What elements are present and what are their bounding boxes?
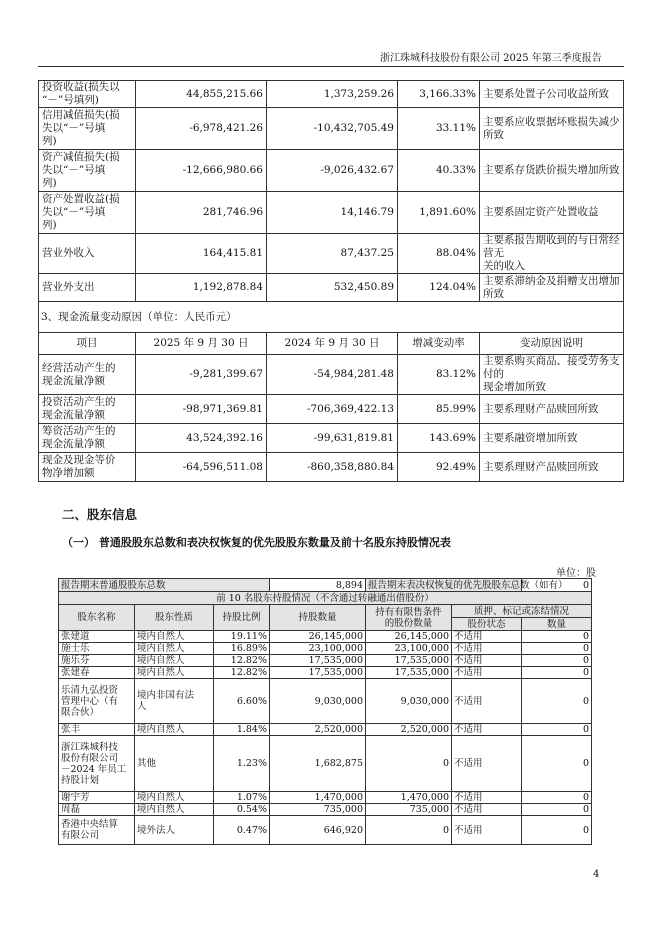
reason-cell: 主要系滞纳金及捐赠支出增加所致 — [480, 274, 624, 302]
restricted-quantity: 735,000 — [366, 804, 452, 816]
cashflow-header-row — [39, 333, 624, 355]
holding-quantity: 646,920 — [270, 816, 366, 845]
pledge-count: 0 — [522, 792, 592, 804]
header-pledge: 质押、标记或冻结情况 — [452, 605, 592, 618]
restricted-quantity: 9,030,000 — [366, 679, 452, 724]
current-value-cell: -6,978,421.26 — [136, 108, 267, 150]
pledge-count: 0 — [522, 804, 592, 816]
holding-quantity: 1,470,000 — [270, 792, 366, 804]
restricted-quantity: 23,100,000 — [366, 643, 452, 655]
share-status: 不适用 — [452, 667, 522, 679]
holding-ratio: 1.07% — [214, 792, 270, 804]
shareholder-nature: 境内自然人 — [135, 655, 214, 667]
holding-quantity: 26,145,000 — [270, 631, 366, 643]
page-number: 4 — [593, 869, 600, 880]
top10-title-row — [59, 592, 592, 605]
previous-value-cell: 14,146.79 — [267, 192, 398, 234]
item-cell: 资产减值损失(损 失以“－”号填 列) — [39, 150, 136, 192]
shareholder-name: 周磊 — [59, 804, 135, 816]
reason-cell: 主要系理财产品赎回所致 — [480, 395, 624, 424]
restricted-quantity: 26,145,000 — [366, 631, 452, 643]
change-rate-cell: 92.49% — [398, 453, 480, 482]
header-name: 股东名称 — [59, 605, 135, 631]
shareholder-name: 张建春 — [59, 667, 135, 679]
shareholder-nature: 境外法人 — [135, 816, 214, 845]
item-cell: 经营活动产生的 现金流量净额 — [39, 355, 136, 395]
change-reasons-table — [38, 80, 624, 482]
reason-cell: 主要系购买商品、接受劳务支付的 现金增加所致 — [480, 355, 624, 395]
holding-quantity: 17,535,000 — [270, 667, 366, 679]
holding-ratio: 16.89% — [214, 643, 270, 655]
change-rate-cell: 85.99% — [398, 395, 480, 424]
change-rate-cell: 1,891.60% — [398, 192, 480, 234]
table-row — [59, 655, 592, 667]
holding-quantity: 2,520,000 — [270, 724, 366, 736]
item-cell: 投资收益(损失以 “－”号填列) — [39, 81, 136, 108]
current-value-cell: -98,971,369.81 — [136, 395, 267, 424]
reason-cell: 主要系应收票据坏账损失减少所致 — [480, 108, 624, 150]
previous-value-cell: 1,373,259.26 — [267, 81, 398, 108]
holding-quantity: 17,535,000 — [270, 655, 366, 667]
restricted-quantity: 0 — [366, 816, 452, 845]
current-value-cell: -64,596,511.08 — [136, 453, 267, 482]
shareholder-name: 张丰 — [59, 724, 135, 736]
reason-cell: 主要系处置子公司收益所致 — [480, 81, 624, 108]
header-change-rate: 增减变动率 — [398, 333, 480, 355]
previous-value-cell: -9,026,432.67 — [267, 150, 398, 192]
restricted-quantity: 0 — [366, 736, 452, 792]
holding-ratio: 0.47% — [214, 816, 270, 845]
previous-value-cell: -860,358,880.84 — [267, 453, 398, 482]
reason-cell: 主要系融资增加所致 — [480, 424, 624, 453]
table-row — [59, 679, 592, 724]
share-status: 不适用 — [452, 724, 522, 736]
header-share-status: 股份状态 — [452, 618, 522, 631]
section-subheading: （一） 普通股股东总数和表决权恢复的优先股股东数量及前十名股东持股情况表 — [62, 536, 451, 549]
pledge-count: 0 — [522, 736, 592, 792]
holding-ratio: 12.82% — [214, 667, 270, 679]
table-row — [39, 150, 624, 192]
previous-value-cell: 87,437.25 — [267, 234, 398, 274]
pledge-count: 0 — [522, 631, 592, 643]
header-ratio: 持股比例 — [214, 605, 270, 631]
shareholder-nature: 境内自然人 — [135, 643, 214, 655]
header-row — [59, 605, 592, 618]
table-row — [59, 816, 592, 845]
shareholder-nature: 境内自然人 — [135, 792, 214, 804]
share-status: 不适用 — [452, 804, 522, 816]
shareholder-name: 施士乐 — [59, 643, 135, 655]
share-status: 不适用 — [452, 792, 522, 804]
item-cell: 资产处置收益(损 失以“－”号填 列) — [39, 192, 136, 234]
total-shareholders-value: 8,894 — [270, 579, 366, 592]
previous-value-cell: -99,631,819.81 — [267, 424, 398, 453]
change-rate-cell: 40.33% — [398, 150, 480, 192]
item-cell: 筹资活动产生的 现金流量净额 — [39, 424, 136, 453]
header-current-period: 2025 年 9 月 30 日 — [136, 333, 267, 355]
restricted-quantity: 1,470,000 — [366, 792, 452, 804]
pledge-count: 0 — [522, 816, 592, 845]
header-previous-period: 2024 年 9 月 30 日 — [267, 333, 398, 355]
section-heading: 二、股东信息 — [62, 507, 138, 522]
table-row — [39, 424, 624, 453]
change-rate-cell: 33.11% — [398, 108, 480, 150]
current-value-cell: 1,192,878.84 — [136, 274, 267, 302]
holding-quantity: 9,030,000 — [270, 679, 366, 724]
restricted-quantity: 2,520,000 — [366, 724, 452, 736]
holding-ratio: 0.54% — [214, 804, 270, 816]
shareholder-nature: 其他 — [135, 736, 214, 792]
current-value-cell: 281,746.96 — [136, 192, 267, 234]
shareholders-table — [58, 578, 592, 845]
item-cell: 营业外收入 — [39, 234, 136, 274]
total-shareholders-label: 报告期末普通股股东总数 — [59, 579, 270, 592]
preferred-shareholders-label: 报告期末表决权恢复的优先股股东总数（如有） — [366, 579, 522, 592]
holding-ratio: 19.11% — [214, 631, 270, 643]
table-row — [59, 736, 592, 792]
pledge-count: 0 — [522, 724, 592, 736]
table-row — [59, 667, 592, 679]
preferred-shareholders-value: 0 — [522, 579, 592, 592]
cashflow-section-title-row — [39, 302, 624, 333]
share-status: 不适用 — [452, 643, 522, 655]
cashflow-section-title: 3、现金流量变动原因（单位：人民币元） — [39, 302, 624, 333]
shareholder-name: 乐清九弘投资 管理中心（有 限合伙） — [59, 679, 135, 724]
holding-quantity: 1,682,875 — [270, 736, 366, 792]
header-quantity: 持股数量 — [270, 605, 366, 631]
item-cell: 营业外支出 — [39, 274, 136, 302]
header-count: 数量 — [522, 618, 592, 631]
restricted-quantity: 17,535,000 — [366, 667, 452, 679]
reason-cell: 主要系存货跌价损失增加所致 — [480, 150, 624, 192]
reason-cell: 主要系固定资产处置收益 — [480, 192, 624, 234]
shareholder-nature: 境内非国有法 人 — [135, 679, 214, 724]
table-row — [39, 395, 624, 424]
report-header-title: 浙江珠城科技股份有限公司 2025 年第三季度报告 — [380, 53, 602, 64]
shareholder-name: 张建道 — [59, 631, 135, 643]
holding-ratio: 6.60% — [214, 679, 270, 724]
table-row — [39, 234, 624, 274]
table-row — [59, 804, 592, 816]
shareholder-name: 施乐芬 — [59, 655, 135, 667]
holding-ratio: 1.23% — [214, 736, 270, 792]
table-row — [39, 192, 624, 234]
current-value-cell: 44,855,215.66 — [136, 81, 267, 108]
table-row — [39, 355, 624, 395]
change-rate-cell: 3,166.33% — [398, 81, 480, 108]
previous-value-cell: -10,432,705.49 — [267, 108, 398, 150]
item-cell: 现金及现金等价 物净增加额 — [39, 453, 136, 482]
previous-value-cell: -706,369,422.13 — [267, 395, 398, 424]
table-row — [39, 453, 624, 482]
reason-cell: 主要系报告期收到的与日常经营无 关的收入 — [480, 234, 624, 274]
reason-cell: 主要系理财产品赎回所致 — [480, 453, 624, 482]
table-row — [59, 792, 592, 804]
restricted-quantity: 17,535,000 — [366, 655, 452, 667]
top10-title: 前 10 名股东持股情况（不含通过转融通出借股份） — [59, 592, 592, 605]
header-item: 项目 — [39, 333, 136, 355]
header-divider — [38, 66, 624, 67]
current-value-cell: 43,524,392.16 — [136, 424, 267, 453]
header-nature: 股东性质 — [135, 605, 214, 631]
shareholder-nature: 境内自然人 — [135, 667, 214, 679]
item-cell: 信用减值损失(损 失以“－”号填 列) — [39, 108, 136, 150]
table-row — [39, 108, 624, 150]
unit-label: 单位：股 — [556, 568, 596, 579]
shareholder-nature: 境内自然人 — [135, 724, 214, 736]
holding-ratio: 1.84% — [214, 724, 270, 736]
current-value-cell: 164,415.81 — [136, 234, 267, 274]
change-rate-cell: 83.12% — [398, 355, 480, 395]
holding-ratio: 12.82% — [214, 655, 270, 667]
share-status: 不适用 — [452, 655, 522, 667]
shareholder-nature: 境内自然人 — [135, 631, 214, 643]
table-row — [39, 81, 624, 108]
total-shareholders-row — [59, 579, 592, 592]
pledge-count: 0 — [522, 667, 592, 679]
shareholder-name: 浙江珠城科技 股份有限公司 －2024 年员工 持股计划 — [59, 736, 135, 792]
current-value-cell: -9,281,399.67 — [136, 355, 267, 395]
table-row — [39, 274, 624, 302]
change-rate-cell: 124.04% — [398, 274, 480, 302]
header-reason: 变动原因说明 — [480, 333, 624, 355]
share-status: 不适用 — [452, 631, 522, 643]
header-restricted: 持有有限售条件 的股份数量 — [366, 605, 452, 631]
shareholder-nature: 境内自然人 — [135, 804, 214, 816]
table-row — [59, 631, 592, 643]
table-row — [59, 724, 592, 736]
share-status: 不适用 — [452, 679, 522, 724]
holding-quantity: 735,000 — [270, 804, 366, 816]
item-cell: 投资活动产生的 现金流量净额 — [39, 395, 136, 424]
shareholder-name: 香港中央结算 有限公司 — [59, 816, 135, 845]
table-row — [59, 643, 592, 655]
pledge-count: 0 — [522, 655, 592, 667]
current-value-cell: -12,666,980.66 — [136, 150, 267, 192]
change-rate-cell: 88.04% — [398, 234, 480, 274]
pledge-count: 0 — [522, 679, 592, 724]
previous-value-cell: 532,450.89 — [267, 274, 398, 302]
change-rate-cell: 143.69% — [398, 424, 480, 453]
pledge-count: 0 — [522, 643, 592, 655]
share-status: 不适用 — [452, 816, 522, 845]
share-status: 不适用 — [452, 736, 522, 792]
previous-value-cell: -54,984,281.48 — [267, 355, 398, 395]
shareholder-name: 谢宇芳 — [59, 792, 135, 804]
holding-quantity: 23,100,000 — [270, 643, 366, 655]
